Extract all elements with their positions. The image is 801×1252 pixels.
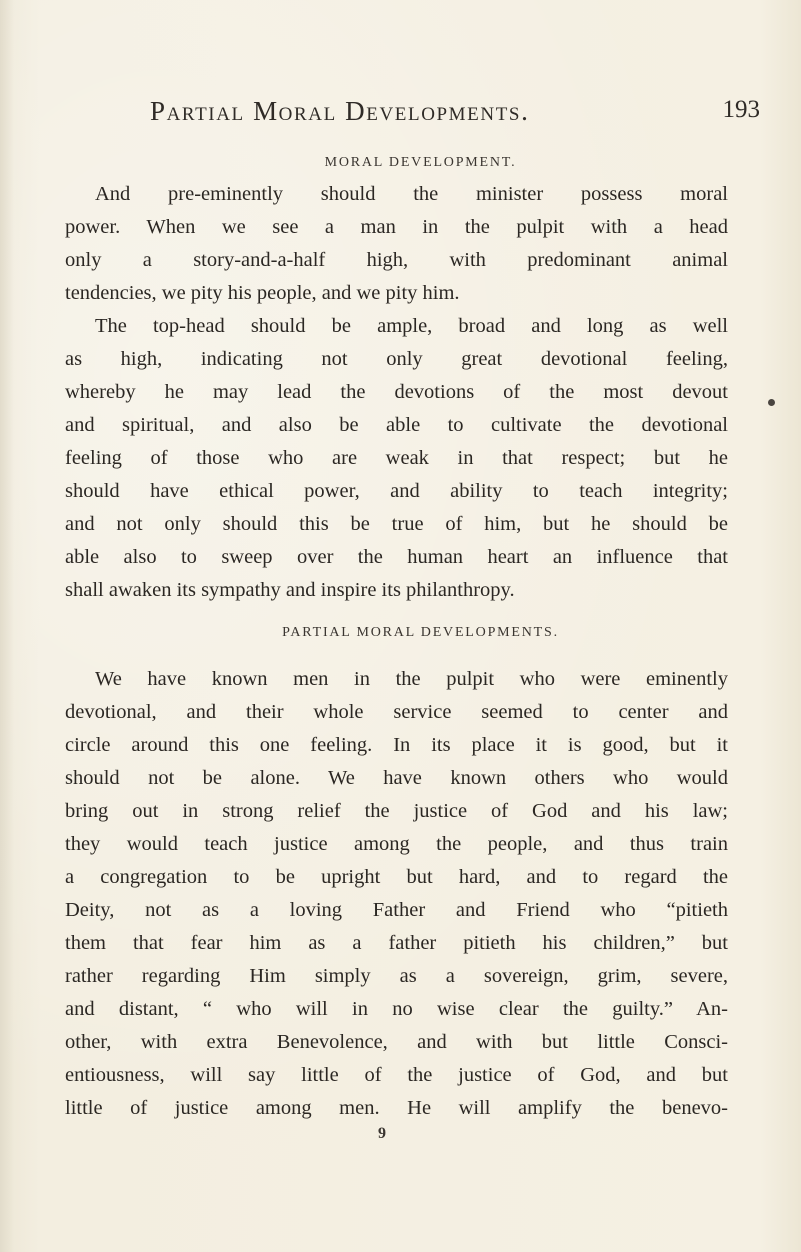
text-line: and distant, “ who will in no wise clear the guilty.” An- [65, 998, 728, 1020]
text-line: them that fear him as a father pitieth his children,” but [65, 932, 728, 954]
text-line: and spiritual, and also be able to cultivate the devotional [65, 414, 728, 436]
text-line: circle around this one feeling. In its place it is good, but it [65, 734, 728, 756]
text-line: The top-head should be ample, broad and long as well [95, 315, 728, 337]
text-line: other, with extra Benevolence, and with but little Consci- [65, 1031, 728, 1053]
text-line: as high, indicating not only great devotional feeling, [65, 348, 728, 370]
text-line: able also to sweep over the human heart an influence that [65, 546, 728, 568]
text-line: entiousness, will say little of the justice of God, and but [65, 1064, 728, 1086]
text-line: feeling of those who are weak in that respect; but he [65, 447, 728, 469]
page-number: 193 [722, 96, 760, 123]
running-head [150, 96, 760, 130]
page-gutter-shadow [0, 0, 14, 1252]
text-line: rather regarding Him simply as a sovereign, grim, severe, [65, 965, 728, 987]
text-line: whereby he may lead the devotions of the most devout [65, 381, 728, 403]
text-line: and not only should this be true of him, but he should be [65, 513, 728, 535]
text-line: Deity, not as a loving Father and Friend who “pitieth [65, 899, 728, 921]
text-line: devotional, and their whole service seemed to center and [65, 701, 728, 723]
text-line: power. When we see a man in the pulpit with a head [65, 216, 728, 238]
text-line: We have known men in the pulpit who were eminently [95, 668, 728, 690]
text-line: And pre-eminently should the minister possess moral [95, 183, 728, 205]
text-line: only a story-and-a-half high, with predominant animal [65, 249, 728, 271]
section-heading-moral-development: MORAL DEVELOPMENT. [324, 155, 517, 170]
signature-mark: 9 [378, 1125, 386, 1142]
text-line: little of justice among men. He will amplify the benevo- [65, 1097, 728, 1119]
running-title: Partial Moral Developments. [150, 96, 530, 126]
text-line: a congregation to be upright but hard, and to regard the [65, 866, 728, 888]
text-line: bring out in strong relief the justice of God and his law; [65, 800, 728, 822]
text-line: they would teach justice among the people, and thus train [65, 833, 728, 855]
text-line: shall awaken its sympathy and inspire its philanthropy. [65, 579, 515, 601]
text-line: should not be alone. We have known others who would [65, 767, 728, 789]
text-line: tendencies, we pity his people, and we pity him. [65, 282, 460, 304]
section-heading-partial-moral-developments: PARTIAL MORAL DEVELOPMENTS. [282, 625, 559, 640]
ink-dot [768, 399, 775, 406]
text-line: should have ethical power, and ability to teach integrity; [65, 480, 728, 502]
